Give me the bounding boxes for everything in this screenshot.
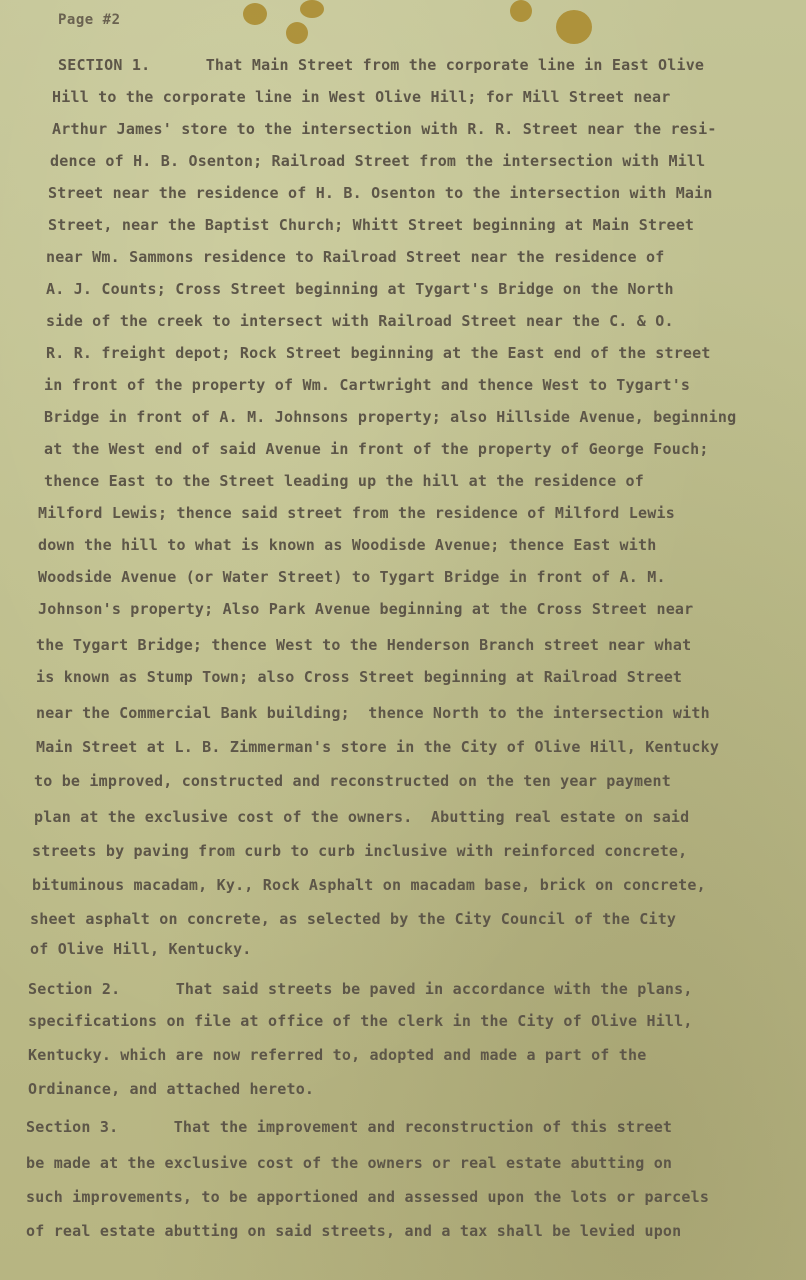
text-line: side of the creek to intersect with Railroad Street near the C. & O. — [46, 312, 674, 330]
rust-stain — [300, 0, 324, 18]
rust-stain — [243, 3, 267, 25]
text-line: R. R. freight depot; Rock Street beginning at the East end of the street — [46, 344, 711, 362]
rust-stain — [510, 0, 532, 22]
text-line: thence East to the Street leading up the hill at the residence of — [44, 472, 644, 490]
text-line: Section 2. That said streets be paved in accordance with the plans, — [28, 980, 693, 998]
rust-stain — [556, 10, 592, 44]
text-line: plan at the exclusive cost of the owners. Abutting real estate on said — [34, 808, 690, 826]
text-line: of real estate abutting on said streets, and a tax shall be levied upon — [26, 1222, 682, 1240]
text-line: Johnson's property; Also Park Avenue beginning at the Cross Street near — [38, 600, 694, 618]
text-line: near the Commercial Bank building; thence North to the intersection with — [36, 704, 710, 722]
text-line: Arthur James' store to the intersection with R. R. Street near the resi- — [52, 120, 717, 138]
text-line: bituminous macadam, Ky., Rock Asphalt on macadam base, brick on concrete, — [32, 876, 706, 894]
text-line: in front of the property of Wm. Cartwright and thence West to Tygart's — [44, 376, 691, 394]
text-line: of Olive Hill, Kentucky. — [30, 940, 252, 958]
text-line: near Wm. Sammons residence to Railroad Street near the residence of — [46, 248, 665, 266]
text-line: specifications on file at office of the clerk in the City of Olive Hill, — [28, 1012, 693, 1030]
text-line: Ordinance, and attached hereto. — [28, 1080, 315, 1098]
text-line: be made at the exclusive cost of the owners or real estate abutting on — [26, 1154, 673, 1172]
page-number: Page #2 — [58, 12, 121, 28]
rust-stain — [286, 22, 308, 44]
text-line: Bridge in front of A. M. Johnsons property; also Hillside Avenue, beginning — [44, 408, 737, 426]
text-line: Street near the residence of H. B. Osenton to the intersection with Main — [48, 184, 713, 202]
text-line: Main Street at L. B. Zimmerman's store in the City of Olive Hill, Kentucky — [36, 738, 720, 756]
text-line: Street, near the Baptist Church; Whitt Street beginning at Main Street — [48, 216, 695, 234]
text-line: down the hill to what is known as Woodisde Avenue; thence East with — [38, 536, 657, 554]
text-line: A. J. Counts; Cross Street beginning at Tygart's Bridge on the North — [46, 280, 674, 298]
text-line: sheet asphalt on concrete, as selected by the City Council of the City — [30, 910, 677, 928]
text-line: Woodside Avenue (or Water Street) to Tygart Bridge in front of A. M. — [38, 568, 666, 586]
text-line: is known as Stump Town; also Cross Street beginning at Railroad Street — [36, 668, 683, 686]
text-line: dence of H. B. Osenton; Railroad Street from the intersection with Mill — [50, 152, 706, 170]
text-line: to be improved, constructed and reconstructed on the ten year payment — [34, 772, 671, 790]
text-line: the Tygart Bridge; thence West to the Henderson Branch street near what — [36, 636, 692, 654]
text-line: at the West end of said Avenue in front of the property of George Fouch; — [44, 440, 709, 458]
text-line: such improvements, to be apportioned and assessed upon the lots or parcels — [26, 1188, 710, 1206]
text-line: Kentucky. which are now referred to, adopted and made a part of the — [28, 1046, 647, 1064]
text-line: Milford Lewis; thence said street from the residence of Milford Lewis — [38, 504, 675, 522]
text-line: SECTION 1. That Main Street from the corporate line in East Olive — [58, 56, 705, 74]
text-line: Section 3. That the improvement and reconstruction of this street — [26, 1118, 673, 1136]
text-line: streets by paving from curb to curb inclusive with reinforced concrete, — [32, 842, 688, 860]
text-line: Hill to the corporate line in West Olive Hill; for Mill Street near — [52, 88, 671, 106]
